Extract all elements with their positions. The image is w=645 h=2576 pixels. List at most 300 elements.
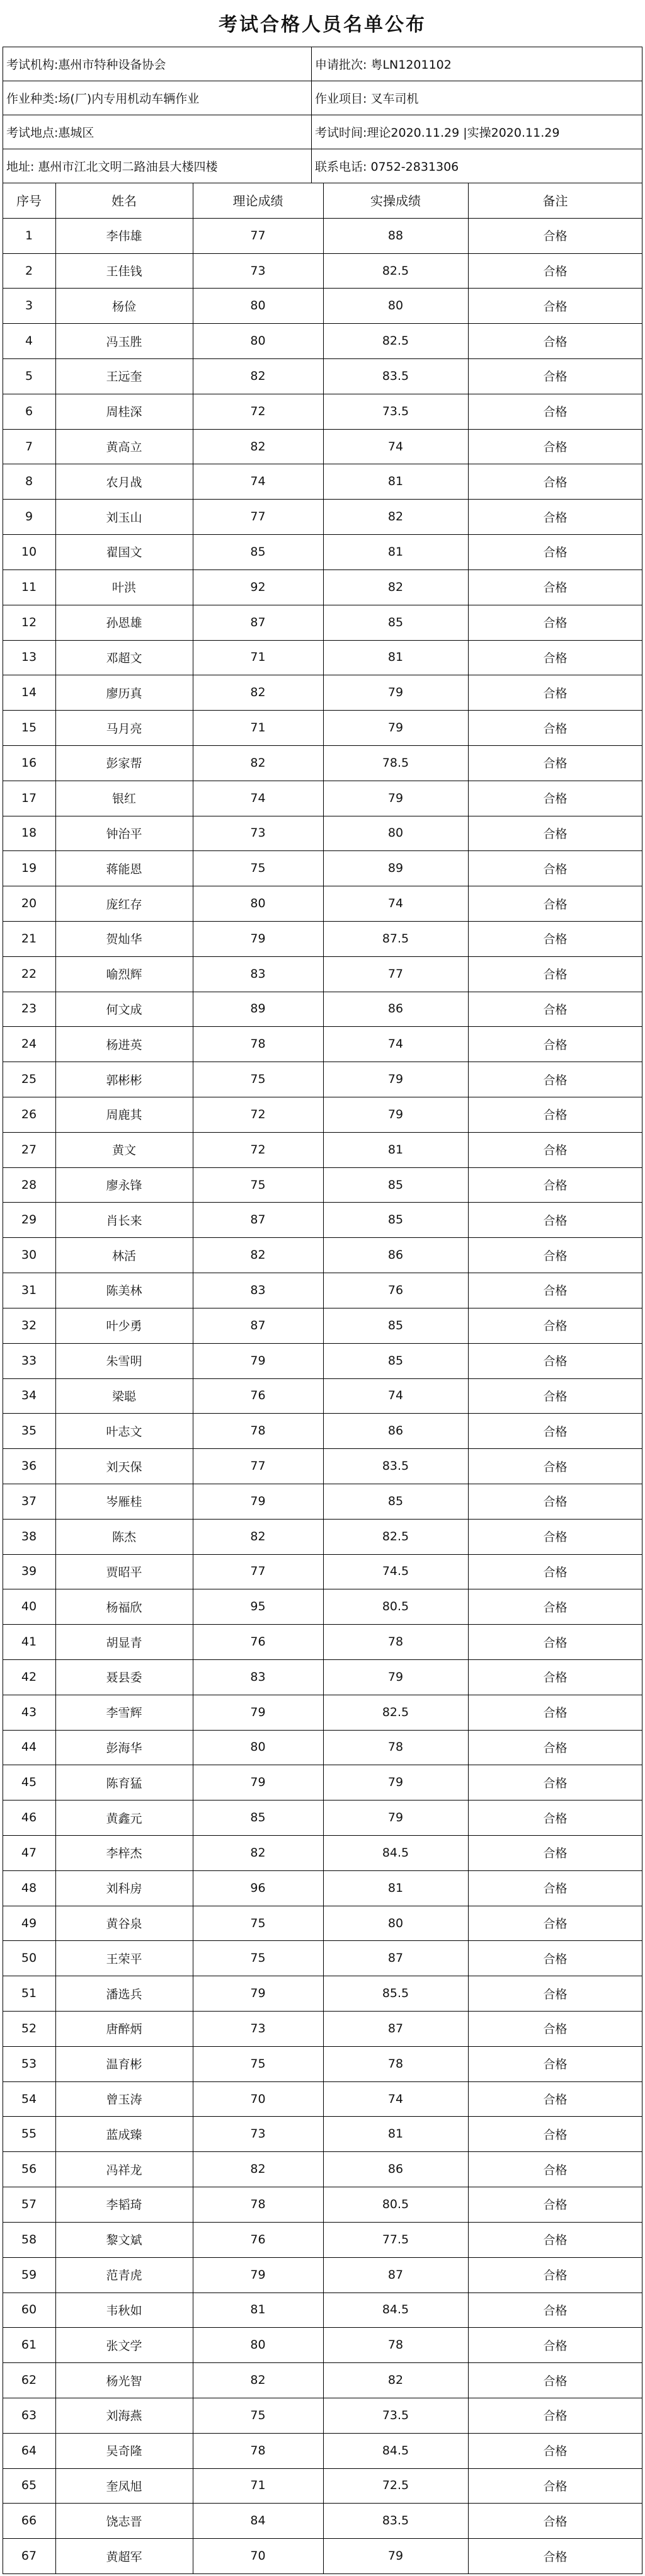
cell-remark: 合格	[543, 405, 568, 420]
cell-practical-score: 85	[387, 615, 404, 629]
exam-org: 考试机构:惠州市特种设备协会	[6, 57, 166, 72]
cell-theory-score: 75	[250, 1072, 266, 1087]
cell-theory-score: 80	[250, 299, 266, 313]
cell-index: 38	[21, 1529, 37, 1543]
cell-index: 22	[21, 966, 37, 981]
cell-practical-score: 81	[387, 1142, 404, 1157]
cell-practical-score: 85	[387, 1318, 404, 1332]
cell-index: 23	[21, 1002, 37, 1016]
cell-name: 温育彬	[106, 2058, 142, 2072]
table-row-border	[3, 2573, 642, 2574]
cell-index: 24	[21, 1037, 37, 1051]
exam-time: 考试时间:理论2020.11.29 |实操2020.11.29	[315, 125, 560, 140]
cell-remark: 合格	[543, 1354, 568, 1369]
cell-practical-score: 79	[387, 685, 404, 700]
cell-index: 13	[21, 650, 37, 665]
cell-index: 19	[21, 861, 37, 876]
cell-theory-score: 83	[250, 966, 266, 981]
cell-theory-score: 75	[250, 1951, 266, 1966]
cell-theory-score: 77	[250, 1459, 266, 1473]
cell-theory-score: 76	[250, 1635, 266, 1649]
cell-practical-score: 82	[387, 580, 404, 594]
cell-name: 杨光智	[106, 2374, 142, 2388]
cell-theory-score: 82	[250, 439, 266, 454]
cell-name: 李梓杰	[106, 1846, 142, 1861]
cell-index: 62	[21, 2373, 37, 2388]
cell-practical-score: 89	[387, 861, 404, 876]
cell-name: 王远奎	[106, 370, 142, 384]
cell-theory-score: 92	[250, 580, 266, 594]
cell-practical-score: 79	[387, 1107, 404, 1121]
cell-remark: 合格	[543, 792, 568, 806]
cell-index: 29	[21, 1213, 37, 1227]
cell-remark: 合格	[543, 1706, 568, 1720]
cell-practical-score: 78.5	[382, 755, 409, 770]
cell-theory-score: 77	[250, 510, 266, 524]
cell-index: 63	[21, 2408, 37, 2422]
cell-remark: 合格	[543, 932, 568, 947]
cell-theory-score: 72	[250, 1142, 266, 1157]
cell-practical-score: 79	[387, 1072, 404, 1087]
cell-name: 贾昭平	[106, 1565, 142, 1579]
cell-remark: 合格	[543, 1671, 568, 1685]
cell-index: 67	[21, 2549, 37, 2563]
cell-remark: 合格	[543, 2479, 568, 2493]
cell-name: 朱雪明	[106, 1354, 142, 1369]
cell-index: 18	[21, 826, 37, 840]
cell-theory-score: 73	[250, 2021, 266, 2035]
cell-theory-score: 89	[250, 1002, 266, 1016]
cell-theory-score: 79	[250, 1353, 266, 1368]
cell-remark: 合格	[543, 1249, 568, 1263]
cell-name: 肖长来	[106, 1213, 142, 1228]
cell-remark: 合格	[543, 1776, 568, 1790]
cell-index: 64	[21, 2443, 37, 2458]
cell-remark: 合格	[543, 1495, 568, 1509]
cell-theory-score: 78	[250, 1424, 266, 1438]
cell-theory-score: 80	[250, 1740, 266, 1755]
cell-name: 梁聪	[111, 1389, 136, 1404]
cell-theory-score: 79	[250, 2267, 266, 2282]
cell-theory-score: 80	[250, 334, 266, 348]
cell-index: 4	[25, 334, 33, 348]
cell-theory-score: 85	[250, 1811, 266, 1825]
cell-remark: 合格	[543, 1143, 568, 1158]
cell-remark: 合格	[543, 1460, 568, 1474]
cell-name: 蓝成臻	[106, 2127, 142, 2142]
cell-theory-score: 75	[250, 861, 266, 876]
cell-name: 周桂深	[106, 405, 142, 420]
cell-practical-score: 82.5	[382, 1529, 409, 1543]
cell-remark: 合格	[543, 2269, 568, 2283]
cell-theory-score: 96	[250, 1880, 266, 1895]
cell-remark: 合格	[543, 757, 568, 771]
cell-practical-score: 88	[387, 228, 404, 243]
cell-index: 7	[25, 439, 33, 454]
cell-index: 56	[21, 2162, 37, 2177]
cell-index: 48	[21, 1880, 37, 1895]
cell-practical-score: 81	[387, 1880, 404, 1895]
cell-theory-score: 76	[250, 2232, 266, 2247]
cell-theory-score: 75	[250, 1916, 266, 1930]
cell-practical-score: 85	[387, 1177, 404, 1192]
cell-remark: 合格	[543, 370, 568, 384]
cell-name: 庞红存	[106, 897, 142, 912]
cell-name: 王荣平	[106, 1952, 142, 1966]
cell-practical-score: 80	[387, 1916, 404, 1930]
cell-index: 65	[21, 2478, 37, 2493]
cell-name: 陈美林	[106, 1284, 142, 1298]
cell-name: 贺灿华	[106, 932, 142, 947]
cell-index: 12	[21, 615, 37, 629]
cell-theory-score: 73	[250, 826, 266, 840]
cell-name: 聂县委	[106, 1671, 142, 1685]
cell-practical-score: 81	[387, 650, 404, 665]
cell-name: 林活	[111, 1249, 136, 1263]
cell-theory-score: 76	[250, 1388, 266, 1403]
cell-remark: 合格	[543, 2374, 568, 2388]
cell-index: 59	[21, 2267, 37, 2282]
cell-theory-score: 77	[250, 228, 266, 243]
cell-practical-score: 82.5	[382, 334, 409, 348]
cell-practical-score: 85	[387, 1353, 404, 1368]
cell-name: 黎文斌	[106, 2233, 142, 2248]
cell-index: 34	[21, 1388, 37, 1403]
cell-name: 范青虎	[106, 2269, 142, 2283]
cell-name: 刘玉山	[106, 510, 142, 525]
cell-remark: 合格	[543, 2022, 568, 2037]
cell-remark: 合格	[543, 1179, 568, 1193]
cell-practical-score: 84.5	[382, 2443, 409, 2458]
cell-practical-score: 81	[387, 2127, 404, 2141]
application-batch: 申请批次: 粤LN1201102	[315, 57, 452, 72]
cell-remark: 合格	[543, 440, 568, 455]
cell-theory-score: 85	[250, 544, 266, 559]
cell-index: 46	[21, 1811, 37, 1825]
cell-name: 叶少勇	[106, 1319, 142, 1334]
cell-practical-score: 74.5	[382, 1564, 409, 1579]
cell-name: 黄文	[111, 1143, 136, 1158]
header-practical-score: 实操成绩	[370, 193, 421, 209]
cell-name: 杨福欣	[106, 1600, 142, 1615]
cell-practical-score: 79	[387, 791, 404, 805]
cell-remark: 合格	[543, 2163, 568, 2177]
cell-practical-score: 84.5	[382, 2303, 409, 2317]
cell-theory-score: 73	[250, 2127, 266, 2141]
cell-name: 邓超文	[106, 651, 142, 665]
cell-theory-score: 71	[250, 721, 266, 735]
cell-remark: 合格	[543, 827, 568, 841]
cell-index: 37	[21, 1494, 37, 1508]
cell-remark: 合格	[543, 1073, 568, 1087]
cell-practical-score: 84.5	[382, 1845, 409, 1860]
cell-index: 16	[21, 755, 37, 770]
cell-practical-score: 78	[387, 1740, 404, 1755]
cell-theory-score: 83	[250, 1283, 266, 1297]
cell-index: 20	[21, 896, 37, 911]
cell-remark: 合格	[543, 1565, 568, 1579]
cell-theory-score: 78	[250, 1037, 266, 1051]
cell-name: 翟国文	[106, 546, 142, 560]
cell-remark: 合格	[543, 2127, 568, 2142]
cell-index: 9	[25, 510, 33, 524]
cell-index: 52	[21, 2021, 37, 2035]
cell-remark: 合格	[543, 862, 568, 876]
cell-remark: 合格	[543, 475, 568, 489]
cell-practical-score: 74	[387, 1037, 404, 1051]
cell-name: 叶志文	[106, 1424, 142, 1439]
header-remark: 备注	[542, 193, 568, 209]
cell-name: 李雪辉	[106, 1706, 142, 1720]
cell-theory-score: 74	[250, 474, 266, 489]
cell-name: 郭彬彬	[106, 1073, 142, 1087]
cell-remark: 合格	[543, 686, 568, 701]
cell-index: 61	[21, 2338, 37, 2352]
cell-remark: 合格	[543, 897, 568, 912]
cell-theory-score: 82	[250, 369, 266, 383]
cell-theory-score: 71	[250, 2478, 266, 2493]
cell-remark: 合格	[543, 2338, 568, 2353]
cell-practical-score: 74	[387, 439, 404, 454]
cell-name: 农月战	[106, 475, 142, 489]
cell-practical-score: 85.5	[382, 1986, 409, 2001]
cell-theory-score: 95	[250, 1600, 266, 1614]
cell-remark: 合格	[543, 2233, 568, 2248]
cell-theory-score: 80	[250, 2338, 266, 2352]
cell-index: 47	[21, 1845, 37, 1860]
cell-name: 孙恩雄	[106, 616, 142, 631]
cell-index: 43	[21, 1705, 37, 1719]
cell-practical-score: 79	[387, 1775, 404, 1790]
cell-index: 58	[21, 2232, 37, 2247]
cell-theory-score: 87	[250, 1213, 266, 1227]
cell-practical-score: 86	[387, 1424, 404, 1438]
cell-name: 刘天保	[106, 1460, 142, 1474]
cell-remark: 合格	[543, 1389, 568, 1404]
cell-remark: 合格	[543, 2198, 568, 2212]
cell-index: 36	[21, 1459, 37, 1473]
cell-index: 33	[21, 1353, 37, 1368]
cell-name: 黄鑫元	[106, 1811, 142, 1826]
header-index: 序号	[16, 193, 42, 209]
cell-practical-score: 79	[387, 1669, 404, 1684]
cell-name: 唐醉炳	[106, 2022, 142, 2037]
cell-practical-score: 74	[387, 1388, 404, 1403]
work-category: 作业种类:场(厂)内专用机动车辆作业	[6, 91, 200, 106]
cell-name: 叶洪	[111, 581, 136, 595]
cell-practical-score: 87	[387, 2267, 404, 2282]
cell-practical-score: 77.5	[382, 2232, 409, 2247]
cell-remark: 合格	[543, 1600, 568, 1615]
cell-name: 潘选兵	[106, 1987, 142, 2001]
cell-remark: 合格	[543, 1811, 568, 1826]
cell-remark: 合格	[543, 229, 568, 244]
cell-remark: 合格	[543, 721, 568, 736]
cell-name: 李韬琦	[106, 2198, 142, 2212]
cell-index: 21	[21, 931, 37, 946]
cell-practical-score: 77	[387, 966, 404, 981]
cell-theory-score: 72	[250, 1107, 266, 1121]
cell-index: 55	[21, 2127, 37, 2141]
cell-index: 11	[21, 580, 37, 594]
cell-index: 32	[21, 1318, 37, 1332]
cell-index: 57	[21, 2197, 37, 2211]
cell-name: 王佳钱	[106, 265, 142, 278]
cell-remark: 合格	[543, 2093, 568, 2107]
cell-name: 彭海华	[106, 1741, 142, 1755]
cell-name: 廖永锋	[106, 1179, 142, 1193]
cell-remark: 合格	[543, 2058, 568, 2072]
cell-practical-score: 80	[387, 299, 404, 313]
cell-practical-score: 81	[387, 544, 404, 559]
cell-remark: 合格	[543, 265, 568, 278]
cell-index: 6	[25, 404, 33, 418]
cell-theory-score: 71	[250, 650, 266, 665]
cell-name: 陈育猛	[106, 1776, 142, 1790]
cell-remark: 合格	[543, 2303, 568, 2318]
cell-practical-score: 72.5	[382, 2478, 409, 2493]
cell-remark: 合格	[543, 2550, 568, 2564]
cell-name: 吴奇隆	[106, 2444, 142, 2459]
cell-name: 曾玉涛	[106, 2093, 142, 2107]
cell-theory-score: 82	[250, 2373, 266, 2388]
cell-index: 35	[21, 1424, 37, 1438]
cell-remark: 合格	[543, 2444, 568, 2459]
header-name: 姓名	[111, 193, 137, 209]
cell-index: 40	[21, 1600, 37, 1614]
cell-name: 钟治平	[106, 827, 142, 841]
cell-remark: 合格	[543, 1002, 568, 1017]
cell-remark: 合格	[543, 1635, 568, 1650]
cell-index: 17	[21, 791, 37, 805]
cell-theory-score: 77	[250, 1564, 266, 1579]
cell-index: 45	[21, 1775, 37, 1790]
cell-theory-score: 87	[250, 615, 266, 629]
cell-remark: 合格	[543, 546, 568, 560]
cell-name: 杨进英	[106, 1038, 142, 1052]
cell-index: 51	[21, 1986, 37, 2001]
cell-name: 黄谷泉	[106, 1917, 142, 1932]
cell-practical-score: 78	[387, 1635, 404, 1649]
cell-name: 李伟雄	[106, 229, 142, 244]
cell-name: 刘海燕	[106, 2409, 142, 2424]
cell-name: 何文成	[106, 1002, 142, 1017]
cell-theory-score: 80	[250, 896, 266, 911]
cell-practical-score: 85	[387, 1494, 404, 1508]
cell-practical-score: 83.5	[382, 1459, 409, 1473]
cell-theory-score: 78	[250, 2197, 266, 2211]
cell-name: 冯祥龙	[106, 2163, 142, 2177]
address: 地址: 惠州市江北文明二路油县大楼四楼	[6, 159, 218, 174]
cell-practical-score: 85	[387, 1213, 404, 1227]
exam-location: 考试地点:惠城区	[6, 125, 94, 140]
cell-remark: 合格	[543, 1213, 568, 1228]
cell-theory-score: 82	[250, 685, 266, 700]
cell-index: 27	[21, 1142, 37, 1157]
cell-index: 8	[25, 474, 33, 489]
cell-practical-score: 78	[387, 2056, 404, 2071]
cell-remark: 合格	[543, 651, 568, 665]
cell-practical-score: 80	[387, 826, 404, 840]
cell-name: 喻烈辉	[106, 968, 142, 982]
cell-index: 10	[21, 544, 37, 559]
cell-name: 韦秋如	[106, 2303, 142, 2318]
cell-index: 50	[21, 1951, 37, 1966]
cell-index: 14	[21, 685, 37, 700]
cell-practical-score: 73.5	[382, 2408, 409, 2422]
contact-phone: 联系电话: 0752-2831306	[315, 159, 459, 174]
cell-practical-score: 83.5	[382, 2514, 409, 2528]
cell-theory-score: 70	[250, 2092, 266, 2106]
cell-practical-score: 87	[387, 2021, 404, 2035]
cell-remark: 合格	[543, 1917, 568, 1932]
cell-theory-score: 70	[250, 2549, 266, 2563]
cell-remark: 合格	[543, 2514, 568, 2529]
cell-name: 蒋能恩	[106, 862, 142, 876]
cell-practical-score: 86	[387, 2162, 404, 2177]
cell-practical-score: 74	[387, 896, 404, 911]
cell-remark: 合格	[543, 1987, 568, 2001]
cell-index: 25	[21, 1072, 37, 1087]
cell-practical-score: 80.5	[382, 1600, 409, 1614]
cell-theory-score: 83	[250, 1669, 266, 1684]
cell-theory-score: 79	[250, 1986, 266, 2001]
cell-theory-score: 81	[250, 2303, 266, 2317]
cell-index: 54	[21, 2092, 37, 2106]
cell-name: 刘科房	[106, 1882, 142, 1896]
work-project: 作业项目: 叉车司机	[315, 91, 419, 106]
cell-index: 53	[21, 2056, 37, 2071]
cell-index: 44	[21, 1740, 37, 1755]
cell-name: 黄超军	[106, 2550, 142, 2564]
cell-practical-score: 79	[387, 2549, 404, 2563]
cell-theory-score: 79	[250, 1494, 266, 1508]
cell-practical-score: 80.5	[382, 2197, 409, 2211]
cell-theory-score: 79	[250, 1775, 266, 1790]
page-title: 考试合格人员名单公布	[219, 14, 426, 36]
cell-theory-score: 82	[250, 2162, 266, 2177]
cell-remark: 合格	[543, 968, 568, 982]
cell-theory-score: 74	[250, 791, 266, 805]
cell-index: 66	[21, 2514, 37, 2528]
cell-name: 奎凤旭	[106, 2479, 142, 2493]
cell-name: 陈杰	[111, 1530, 136, 1545]
cell-theory-score: 78	[250, 2443, 266, 2458]
cell-practical-score: 78	[387, 2338, 404, 2352]
cell-practical-score: 76	[387, 1283, 404, 1297]
cell-index: 3	[25, 299, 33, 313]
cell-name: 张文学	[106, 2338, 142, 2353]
cell-practical-score: 74	[387, 2092, 404, 2106]
cell-index: 1	[25, 228, 33, 243]
cell-index: 31	[21, 1283, 37, 1297]
cell-index: 49	[21, 1916, 37, 1930]
cell-name: 岑雁桂	[106, 1495, 142, 1509]
cell-theory-score: 75	[250, 2056, 266, 2071]
cell-index: 28	[21, 1177, 37, 1192]
cell-name: 周鹿其	[106, 1108, 142, 1123]
cell-practical-score: 82	[387, 2373, 404, 2388]
cell-remark: 合格	[543, 2409, 568, 2424]
cell-name: 胡显青	[106, 1635, 142, 1650]
cell-remark: 合格	[543, 581, 568, 595]
cell-theory-score: 73	[250, 263, 266, 278]
cell-index: 39	[21, 1564, 37, 1579]
cell-name: 冯玉胜	[106, 335, 142, 349]
cell-remark: 合格	[543, 335, 568, 349]
cell-index: 2	[25, 263, 33, 278]
cell-name: 廖历真	[106, 686, 142, 701]
